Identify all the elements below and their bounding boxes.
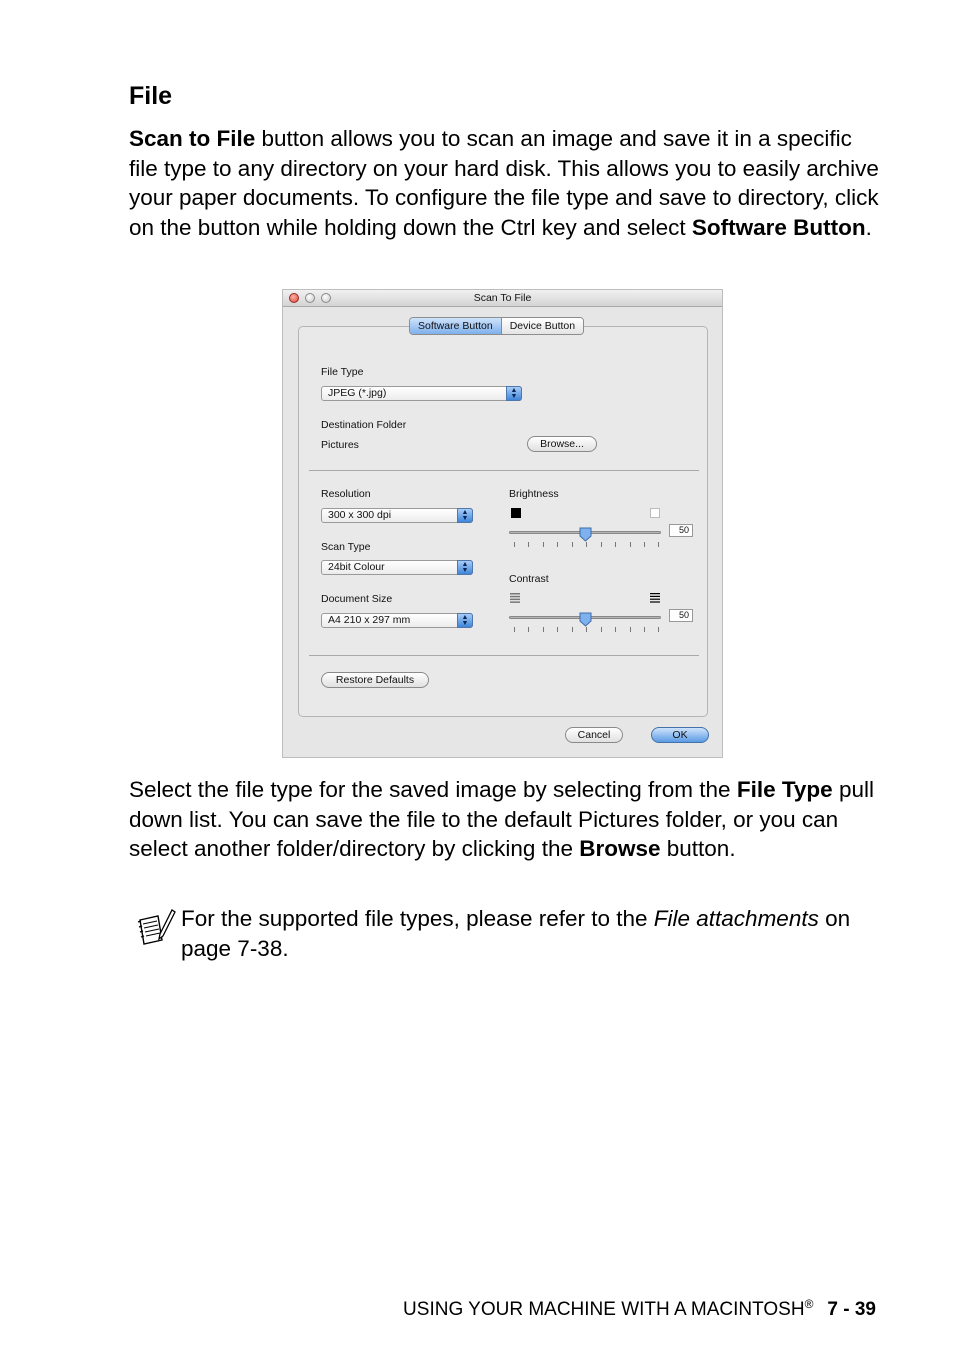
tab-software-button[interactable]: Software Button <box>410 318 502 334</box>
browse-term: Browse <box>579 836 661 861</box>
intro-end: . <box>865 214 872 240</box>
destination-folder-value: Pictures <box>321 439 359 451</box>
brightness-ticks <box>514 542 662 548</box>
restore-defaults-button[interactable]: Restore Defaults <box>321 672 429 688</box>
contrast-label: Contrast <box>509 573 549 585</box>
scan-to-file-term: Scan to File <box>129 126 256 151</box>
section-heading: File <box>129 82 173 110</box>
title-bar <box>283 290 722 307</box>
intro-paragraph <box>129 124 879 242</box>
page-number: 7 - 39 <box>827 1299 876 1320</box>
registered-mark: ® <box>804 1297 814 1311</box>
document-size-select[interactable] <box>321 613 473 628</box>
dialog-title: Scan To File <box>473 292 532 304</box>
file-type-label: File Type <box>321 366 364 378</box>
button-mode-tabs <box>409 317 584 335</box>
resolution-label: Resolution <box>321 488 371 500</box>
brightness-label: Brightness <box>509 488 559 500</box>
contrast-ticks <box>514 627 662 633</box>
scan-type-select[interactable] <box>321 560 473 575</box>
destination-folder-label: Destination Folder <box>321 419 407 431</box>
note-text-start: For the supported file types, please refer to the <box>181 906 654 931</box>
file-attachments-reference: File attachments <box>653 906 819 931</box>
document-size-label: Document Size <box>321 593 393 605</box>
contrast-slider-thumb[interactable] <box>579 612 592 627</box>
footer-section-title: USING YOUR MACHINE WITH A MACINTOSH <box>403 1299 805 1320</box>
popup-arrows-icon: ▲ ▼ <box>506 386 522 401</box>
note-pencil-icon <box>136 906 176 948</box>
cancel-button[interactable]: Cancel <box>565 727 623 743</box>
high-contrast-icon <box>650 593 660 603</box>
select-text: Select the file type for the saved image by selecting from the <box>129 777 737 802</box>
note-text <box>181 904 881 963</box>
brightness-value[interactable]: 50 <box>669 524 693 537</box>
note-text-end: on page 7-38. <box>181 906 851 961</box>
page-footer <box>403 1299 876 1321</box>
file-type-value: JPEG (*.jpg) <box>328 387 387 399</box>
select-text-end: button. <box>660 836 736 861</box>
browse-button[interactable]: Browse... <box>527 436 597 452</box>
popup-arrows-icon: ▲ ▼ <box>457 613 473 628</box>
scan-type-label: Scan Type <box>321 541 371 553</box>
scan-to-file-dialog <box>282 289 723 758</box>
light-square-icon <box>650 508 660 518</box>
low-contrast-icon <box>510 593 520 603</box>
resolution-select[interactable] <box>321 508 473 523</box>
resolution-value: 300 x 300 dpi <box>328 509 392 521</box>
divider <box>309 655 699 656</box>
ok-button[interactable]: OK <box>651 727 709 743</box>
scan-type-value: 24bit Colour <box>328 561 385 573</box>
popup-arrows-icon: ▲ ▼ <box>457 508 473 523</box>
brightness-slider-thumb[interactable] <box>579 527 592 542</box>
popup-arrows-icon: ▲ ▼ <box>457 560 473 575</box>
tab-device-button[interactable]: Device Button <box>502 318 583 334</box>
file-type-select[interactable] <box>321 386 522 401</box>
file-type-term: File Type <box>736 777 833 802</box>
divider <box>309 470 699 471</box>
document-size-value: A4 210 x 297 mm <box>328 614 411 626</box>
intro-text: button allows you to scan an image and save it in a specific file type to any directory on your hard disk. This allows you to easily archive your paper documents. To configure the file type and save to directory, click on the button while holding down the Ctrl key and select <box>129 126 879 240</box>
dark-square-icon <box>511 508 521 518</box>
contrast-value[interactable]: 50 <box>669 609 693 622</box>
file-type-paragraph <box>129 775 879 864</box>
software-button-term: Software Button <box>691 214 866 240</box>
select-text-mid: pull down list. You can save the file to the default Pictures folder, or you can select another folder/directory by clicking the <box>129 777 874 861</box>
